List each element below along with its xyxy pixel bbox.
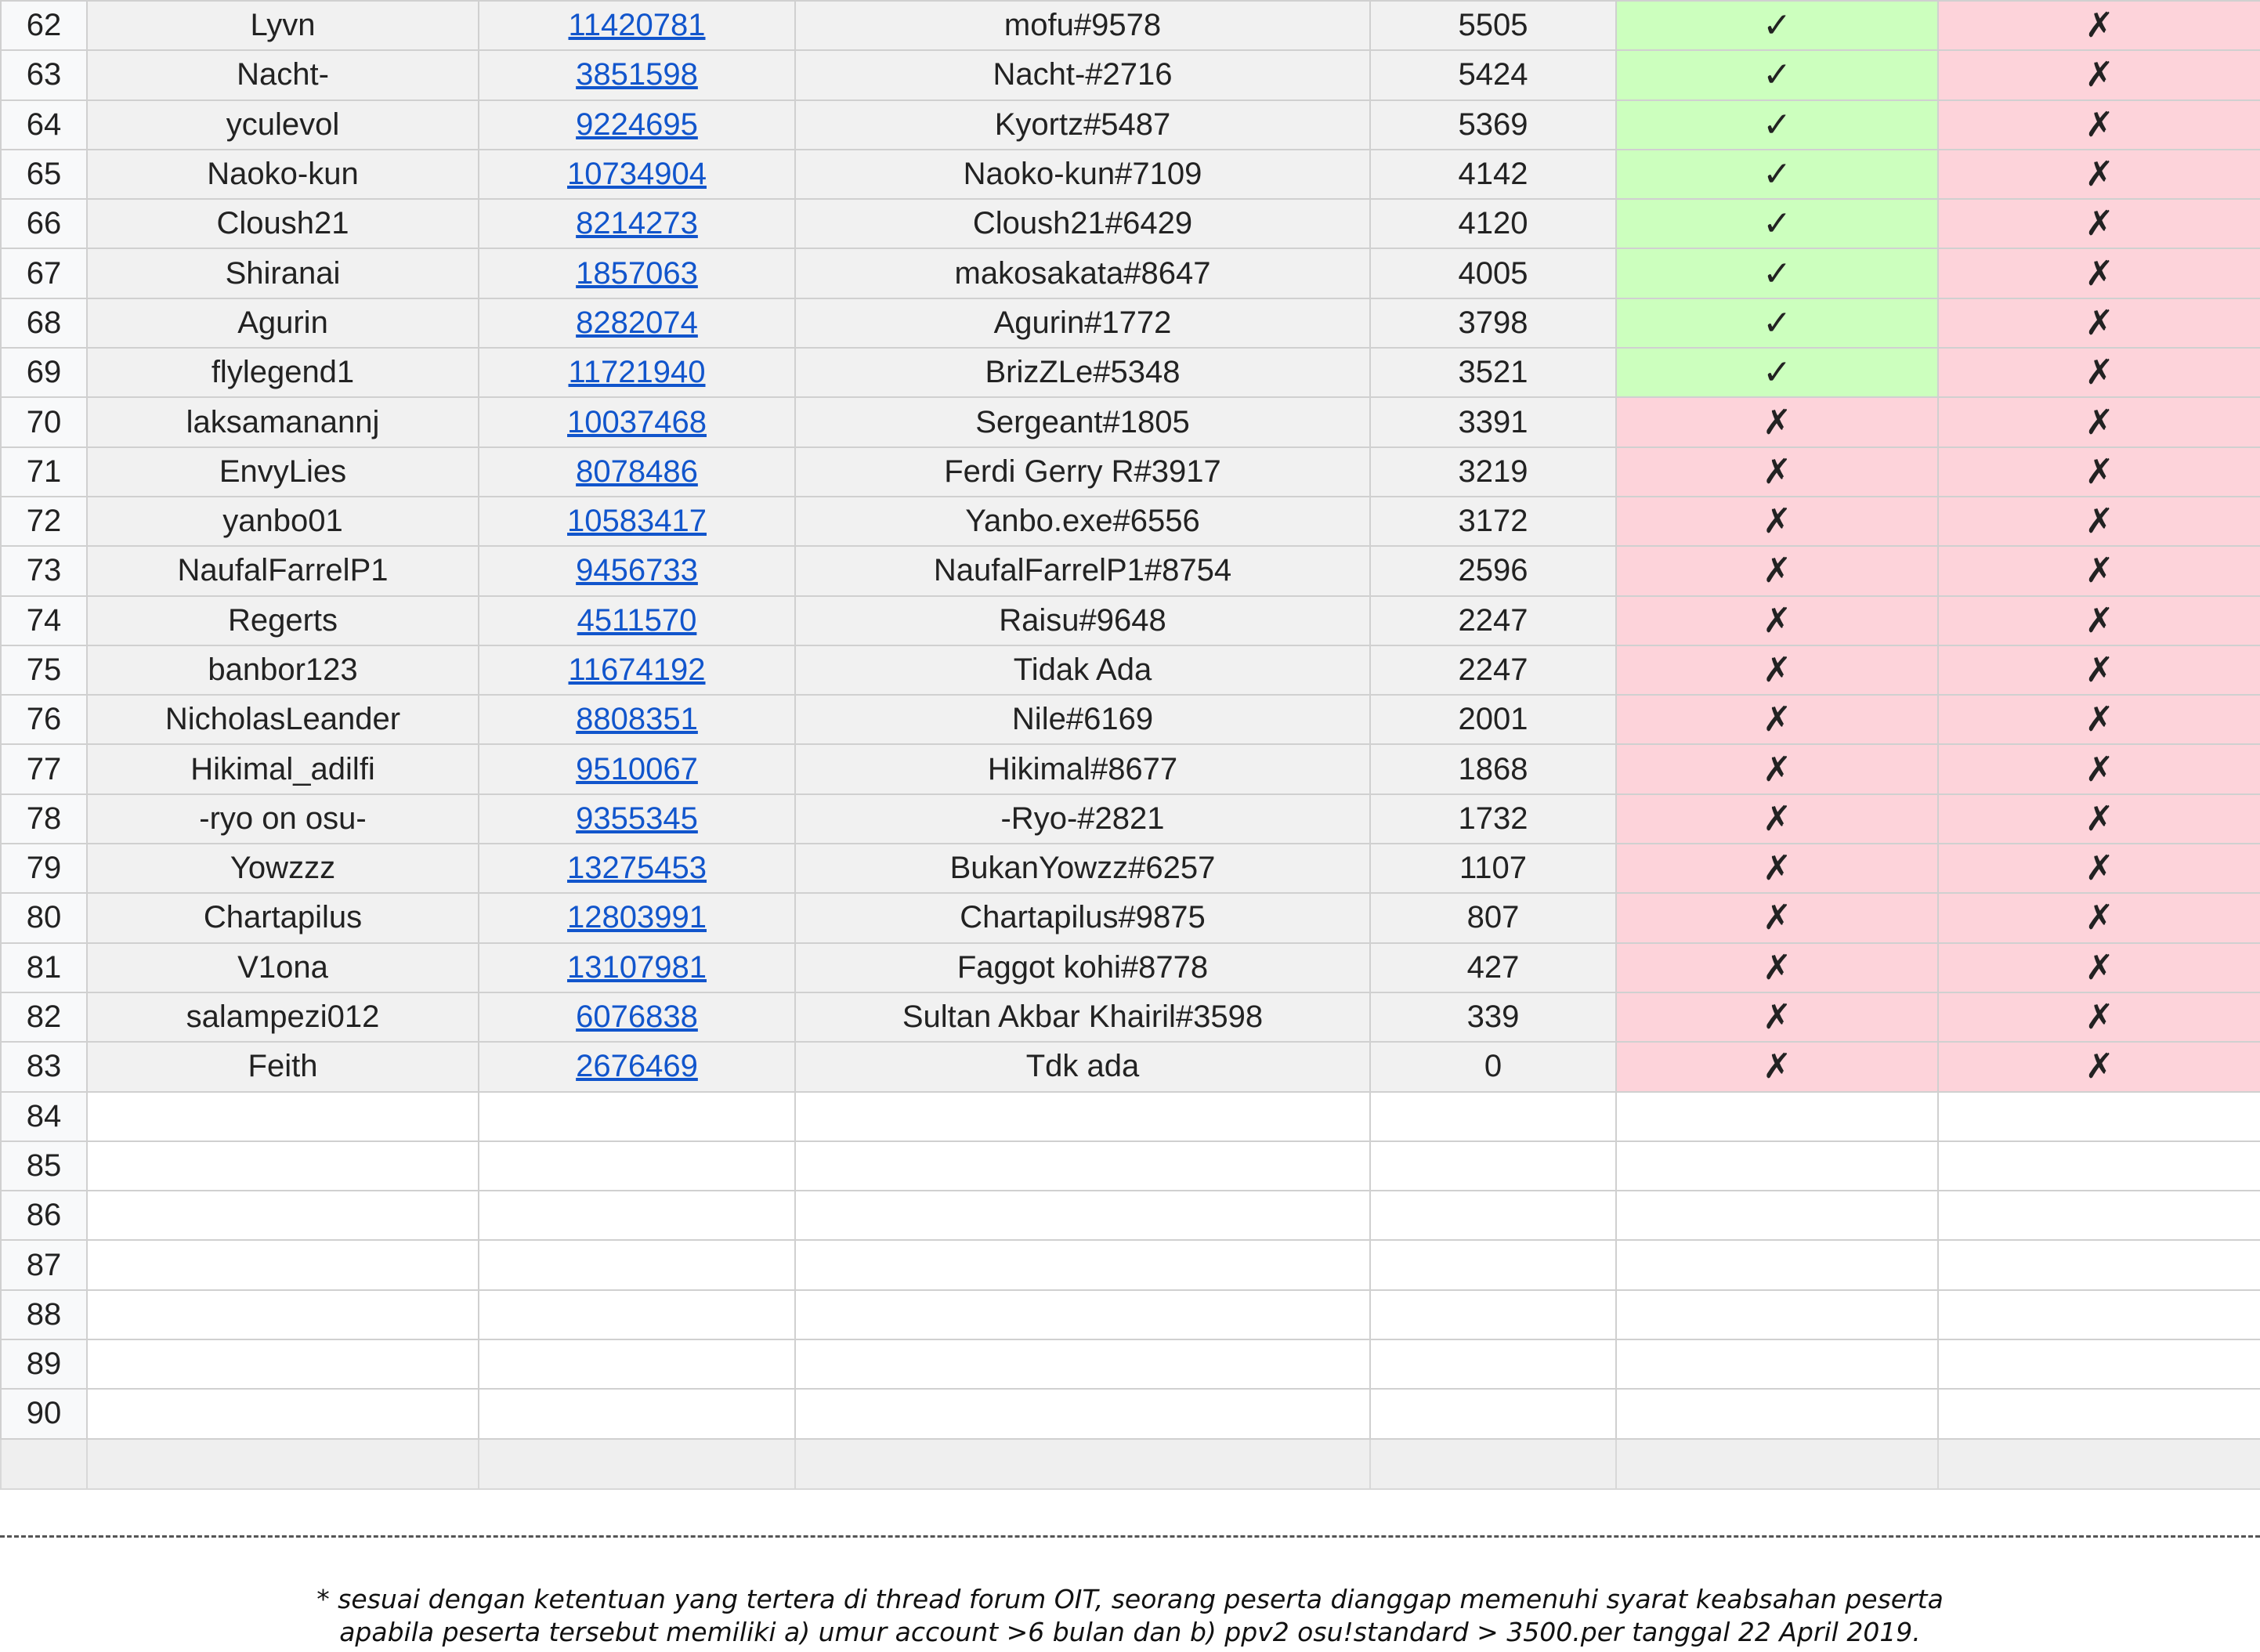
cross-mark[interactable]: ✗	[1616, 794, 1938, 844]
osu-id-cell[interactable]	[479, 794, 795, 844]
footnote	[0, 1535, 2260, 1649]
discord-cell[interactable]: Naoko-kun#7109	[795, 150, 1370, 199]
empty-cell[interactable]	[1616, 1240, 1938, 1289]
empty-cell[interactable]	[87, 1240, 479, 1289]
check-mark[interactable]: ✓	[1616, 199, 1938, 248]
osu-id-cell[interactable]	[479, 199, 795, 248]
osu-id-link[interactable]: 8808351	[576, 702, 698, 737]
bottom-bar-cell	[1370, 1439, 1616, 1489]
empty-cell[interactable]	[87, 1092, 479, 1141]
row-number[interactable]: 65	[1, 150, 87, 199]
table-row	[1, 1, 2260, 50]
discord-cell[interactable]: Ferdi Gerry R#3917	[795, 447, 1370, 497]
empty-cell[interactable]	[1370, 1141, 1616, 1191]
table-row	[1, 1042, 2260, 1091]
empty-cell[interactable]	[87, 1389, 479, 1438]
table-row	[1, 893, 2260, 942]
bottom-bar-cell	[1616, 1439, 1938, 1489]
username-cell[interactable]: salampezi012	[87, 992, 479, 1042]
table-row	[1, 596, 2260, 645]
cross-mark[interactable]: ✗	[1938, 695, 2260, 744]
table-row	[1, 100, 2260, 150]
table-row-empty	[1, 1339, 2260, 1389]
row-number[interactable]: 74	[1, 596, 87, 645]
row-number[interactable]: 89	[1, 1339, 87, 1389]
osu-id-link[interactable]: 9224695	[576, 107, 698, 142]
username-cell[interactable]: EnvyLies	[87, 447, 479, 497]
osu-id-link[interactable]: 11420781	[568, 8, 706, 43]
pp-cell[interactable]: 2247	[1370, 645, 1616, 695]
osu-id-cell[interactable]	[479, 248, 795, 298]
pp-cell[interactable]: 0	[1370, 1042, 1616, 1091]
cross-mark[interactable]: ✗	[1938, 1042, 2260, 1091]
username-cell[interactable]: Yowzzz	[87, 844, 479, 893]
table-row-empty	[1, 1141, 2260, 1191]
username-cell[interactable]: Naoko-kun	[87, 150, 479, 199]
table-row	[1, 199, 2260, 248]
empty-cell[interactable]	[1616, 1389, 1938, 1438]
empty-cell[interactable]	[1938, 1389, 2260, 1438]
osu-id-link[interactable]: 9456733	[576, 553, 698, 588]
empty-cell[interactable]	[1370, 1191, 1616, 1240]
discord-cell[interactable]: Faggot kohi#8778	[795, 943, 1370, 992]
osu-id-cell[interactable]	[479, 348, 795, 397]
row-number[interactable]: 67	[1, 248, 87, 298]
discord-cell[interactable]: mofu#9578	[795, 1, 1370, 50]
row-number[interactable]: 88	[1, 1290, 87, 1339]
discord-cell[interactable]: Cloush21#6429	[795, 199, 1370, 248]
osu-id-cell[interactable]	[479, 546, 795, 595]
empty-cell[interactable]	[795, 1290, 1370, 1339]
bottom-bar-cell	[1938, 1439, 2260, 1489]
username-cell[interactable]: Hikimal_adilfi	[87, 744, 479, 793]
cross-mark[interactable]: ✗	[1616, 943, 1938, 992]
empty-cell[interactable]	[87, 1339, 479, 1389]
row-number[interactable]: 63	[1, 50, 87, 99]
empty-cell[interactable]	[795, 1339, 1370, 1389]
pp-cell[interactable]: 3219	[1370, 447, 1616, 497]
table-row	[1, 546, 2260, 595]
osu-id-cell[interactable]	[479, 844, 795, 893]
table-body	[1, 1, 2260, 1489]
empty-cell[interactable]	[1616, 1092, 1938, 1141]
row-number[interactable]: 86	[1, 1191, 87, 1240]
cross-mark[interactable]: ✗	[1938, 844, 2260, 893]
discord-cell[interactable]: Sergeant#1805	[795, 397, 1370, 446]
osu-id-link[interactable]: 9355345	[576, 801, 698, 836]
row-number[interactable]: 78	[1, 794, 87, 844]
username-cell[interactable]: yanbo01	[87, 497, 479, 546]
empty-cell[interactable]	[87, 1191, 479, 1240]
pp-cell[interactable]: 427	[1370, 943, 1616, 992]
table-row	[1, 150, 2260, 199]
row-number[interactable]: 90	[1, 1389, 87, 1438]
table-row	[1, 248, 2260, 298]
row-number[interactable]: 72	[1, 497, 87, 546]
username-cell[interactable]: Regerts	[87, 596, 479, 645]
osu-id-link[interactable]: 8282074	[576, 305, 698, 340]
row-number[interactable]: 70	[1, 397, 87, 446]
table-row-empty	[1, 1191, 2260, 1240]
cross-mark[interactable]: ✗	[1938, 298, 2260, 348]
table-row	[1, 447, 2260, 497]
table-row-empty	[1, 1290, 2260, 1339]
username-cell[interactable]: flylegend1	[87, 348, 479, 397]
table-row	[1, 744, 2260, 793]
osu-id-link[interactable]: 6076838	[576, 1000, 698, 1035]
cross-mark[interactable]: ✗	[1938, 744, 2260, 793]
footnote-line-2: apabila peserta tersebut memiliki a) umur account >6 bulan dan b) ppv2 osu!standard > 3500.per tanggal 22 April 2019.	[339, 1617, 1921, 1647]
check-mark[interactable]: ✓	[1616, 248, 1938, 298]
cross-mark[interactable]: ✗	[1938, 893, 2260, 942]
cross-mark[interactable]: ✗	[1616, 893, 1938, 942]
table-row	[1, 50, 2260, 99]
empty-cell[interactable]	[1616, 1141, 1938, 1191]
empty-cell[interactable]	[795, 1141, 1370, 1191]
empty-cell[interactable]	[87, 1141, 479, 1191]
pp-cell[interactable]: 2596	[1370, 546, 1616, 595]
username-cell[interactable]: NicholasLeander	[87, 695, 479, 744]
username-cell[interactable]: Cloush21	[87, 199, 479, 248]
check-mark[interactable]: ✓	[1616, 1, 1938, 50]
pp-cell[interactable]: 2247	[1370, 596, 1616, 645]
table-row	[1, 943, 2260, 992]
username-cell[interactable]: laksamanannj	[87, 397, 479, 446]
cross-mark[interactable]: ✗	[1938, 794, 2260, 844]
cross-mark[interactable]: ✗	[1938, 596, 2260, 645]
cross-mark[interactable]: ✗	[1616, 596, 1938, 645]
pp-cell[interactable]: 807	[1370, 893, 1616, 942]
empty-cell[interactable]	[87, 1290, 479, 1339]
cross-mark[interactable]: ✗	[1616, 695, 1938, 744]
osu-id-cell[interactable]	[479, 150, 795, 199]
empty-cell[interactable]	[1370, 1339, 1616, 1389]
table-row	[1, 645, 2260, 695]
osu-id-cell[interactable]	[479, 992, 795, 1042]
osu-id-link[interactable]: 13107981	[567, 949, 707, 985]
osu-id-link[interactable]: 8078486	[576, 454, 698, 489]
row-number[interactable]: 80	[1, 893, 87, 942]
row-number[interactable]: 82	[1, 992, 87, 1042]
discord-cell[interactable]: Raisu#9648	[795, 596, 1370, 645]
row-number[interactable]: 84	[1, 1092, 87, 1141]
username-cell[interactable]: Feith	[87, 1042, 479, 1091]
discord-cell[interactable]: BukanYowzz#6257	[795, 844, 1370, 893]
pp-cell[interactable]: 1107	[1370, 844, 1616, 893]
cross-mark[interactable]: ✗	[1938, 497, 2260, 546]
cross-mark[interactable]: ✗	[1938, 100, 2260, 150]
check-mark[interactable]: ✓	[1616, 50, 1938, 99]
empty-cell[interactable]	[479, 1290, 795, 1339]
osu-id-cell[interactable]	[479, 695, 795, 744]
username-cell[interactable]: Chartapilus	[87, 893, 479, 942]
row-number[interactable]: 87	[1, 1240, 87, 1289]
osu-id-cell[interactable]	[479, 893, 795, 942]
check-mark[interactable]: ✓	[1616, 298, 1938, 348]
row-number[interactable]: 73	[1, 546, 87, 595]
osu-id-cell[interactable]	[479, 744, 795, 793]
pp-cell[interactable]: 3521	[1370, 348, 1616, 397]
cross-mark[interactable]: ✗	[1938, 199, 2260, 248]
table-row	[1, 992, 2260, 1042]
username-cell[interactable]: -ryo on osu-	[87, 794, 479, 844]
cross-mark[interactable]: ✗	[1616, 645, 1938, 695]
cross-mark[interactable]: ✗	[1616, 447, 1938, 497]
check-mark[interactable]: ✓	[1616, 348, 1938, 397]
pp-cell[interactable]: 5505	[1370, 1, 1616, 50]
cross-mark[interactable]: ✗	[1938, 348, 2260, 397]
username-cell[interactable]: Nacht-	[87, 50, 479, 99]
sheet-bottom-bar	[1, 1439, 2260, 1489]
check-mark[interactable]: ✓	[1616, 100, 1938, 150]
discord-cell[interactable]: Kyortz#5487	[795, 100, 1370, 150]
osu-id-link[interactable]: 10734904	[567, 157, 707, 192]
empty-cell[interactable]	[1938, 1092, 2260, 1141]
empty-cell[interactable]	[795, 1092, 1370, 1141]
discord-cell[interactable]: makosakata#8647	[795, 248, 1370, 298]
cross-mark[interactable]: ✗	[1616, 497, 1938, 546]
empty-cell[interactable]	[1616, 1290, 1938, 1339]
cross-mark[interactable]: ✗	[1938, 150, 2260, 199]
empty-cell[interactable]	[1616, 1339, 1938, 1389]
osu-id-link[interactable]: 10037468	[567, 404, 707, 439]
discord-cell[interactable]: Nacht-#2716	[795, 50, 1370, 99]
cross-mark[interactable]: ✗	[1938, 943, 2260, 992]
cross-mark[interactable]: ✗	[1616, 844, 1938, 893]
username-cell[interactable]: V1ona	[87, 943, 479, 992]
pp-cell[interactable]: 3391	[1370, 397, 1616, 446]
osu-id-cell[interactable]	[479, 497, 795, 546]
pp-cell[interactable]: 4142	[1370, 150, 1616, 199]
osu-id-cell[interactable]	[479, 50, 795, 99]
row-number[interactable]: 64	[1, 100, 87, 150]
osu-id-link[interactable]: 10583417	[567, 504, 707, 539]
osu-id-link[interactable]: 11721940	[568, 355, 706, 390]
row-number[interactable]: 71	[1, 447, 87, 497]
cross-mark[interactable]: ✗	[1938, 397, 2260, 446]
empty-cell[interactable]	[479, 1339, 795, 1389]
cross-mark[interactable]: ✗	[1938, 447, 2260, 497]
pp-cell[interactable]: 5369	[1370, 100, 1616, 150]
cross-mark[interactable]: ✗	[1616, 744, 1938, 793]
discord-cell[interactable]: Tidak Ada	[795, 645, 1370, 695]
empty-cell[interactable]	[479, 1191, 795, 1240]
row-number[interactable]: 81	[1, 943, 87, 992]
discord-cell[interactable]: Nile#6169	[795, 695, 1370, 744]
empty-cell[interactable]	[1938, 1339, 2260, 1389]
row-number[interactable]: 77	[1, 744, 87, 793]
footnote-line-1: * sesuai dengan ketentuan yang tertera di thread forum OIT, seorang peserta dianggap memenuhi syarat keabsahan peserta	[316, 1584, 1944, 1614]
empty-cell[interactable]	[479, 1240, 795, 1289]
empty-cell[interactable]	[1938, 1290, 2260, 1339]
osu-id-link[interactable]: 4511570	[577, 602, 697, 638]
row-number[interactable]: 69	[1, 348, 87, 397]
osu-id-cell[interactable]	[479, 943, 795, 992]
discord-cell[interactable]: Sultan Akbar Khairil#3598	[795, 992, 1370, 1042]
pp-cell[interactable]: 4120	[1370, 199, 1616, 248]
table-row	[1, 844, 2260, 893]
osu-id-cell[interactable]	[479, 645, 795, 695]
osu-id-cell[interactable]	[479, 447, 795, 497]
username-cell[interactable]: NaufalFarrelP1	[87, 546, 479, 595]
bottom-bar-cell	[1, 1439, 87, 1489]
username-cell[interactable]: banbor123	[87, 645, 479, 695]
row-number[interactable]: 75	[1, 645, 87, 695]
empty-cell[interactable]	[479, 1092, 795, 1141]
cross-mark[interactable]: ✗	[1938, 50, 2260, 99]
empty-cell[interactable]	[479, 1389, 795, 1438]
bottom-bar-cell	[795, 1439, 1370, 1489]
pp-cell[interactable]: 3798	[1370, 298, 1616, 348]
pp-cell[interactable]: 5424	[1370, 50, 1616, 99]
cross-mark[interactable]: ✗	[1938, 546, 2260, 595]
osu-id-link[interactable]: 3851598	[576, 57, 698, 92]
osu-id-link[interactable]: 2676469	[576, 1049, 698, 1084]
osu-id-cell[interactable]	[479, 1042, 795, 1091]
pp-cell[interactable]: 4005	[1370, 248, 1616, 298]
empty-cell[interactable]	[1370, 1240, 1616, 1289]
discord-cell[interactable]: Tdk ada	[795, 1042, 1370, 1091]
username-cell[interactable]: yculevol	[87, 100, 479, 150]
pp-cell[interactable]: 1732	[1370, 794, 1616, 844]
row-number[interactable]: 83	[1, 1042, 87, 1091]
discord-cell[interactable]: Hikimal#8677	[795, 744, 1370, 793]
osu-id-link[interactable]: 12803991	[567, 900, 707, 935]
cross-mark[interactable]: ✗	[1616, 546, 1938, 595]
discord-cell[interactable]: BrizZLe#5348	[795, 348, 1370, 397]
row-number[interactable]: 68	[1, 298, 87, 348]
empty-cell[interactable]	[1370, 1389, 1616, 1438]
bottom-bar-cell	[479, 1439, 795, 1489]
cross-mark[interactable]: ✗	[1938, 645, 2260, 695]
table-row-empty	[1, 1092, 2260, 1141]
empty-cell[interactable]	[795, 1240, 1370, 1289]
table-row	[1, 397, 2260, 446]
discord-cell[interactable]: -Ryo-#2821	[795, 794, 1370, 844]
pp-cell[interactable]: 2001	[1370, 695, 1616, 744]
table-row-empty	[1, 1240, 2260, 1289]
check-mark[interactable]: ✓	[1616, 150, 1938, 199]
discord-cell[interactable]: Yanbo.exe#6556	[795, 497, 1370, 546]
empty-cell[interactable]	[1938, 1240, 2260, 1289]
discord-cell[interactable]: NaufalFarrelP1#8754	[795, 546, 1370, 595]
empty-cell[interactable]	[1370, 1290, 1616, 1339]
cross-mark[interactable]: ✗	[1938, 1, 2260, 50]
cross-mark[interactable]: ✗	[1616, 1042, 1938, 1091]
cross-mark[interactable]: ✗	[1616, 397, 1938, 446]
username-cell[interactable]: Lyvn	[87, 1, 479, 50]
osu-id-cell[interactable]	[479, 397, 795, 446]
table-row-empty	[1, 1389, 2260, 1438]
osu-id-cell[interactable]	[479, 596, 795, 645]
username-cell[interactable]: Shiranai	[87, 248, 479, 298]
osu-id-cell[interactable]	[479, 1, 795, 50]
table-row	[1, 497, 2260, 546]
empty-cell[interactable]	[795, 1389, 1370, 1438]
table-row	[1, 695, 2260, 744]
bottom-bar-cell	[87, 1439, 479, 1489]
empty-cell[interactable]	[479, 1141, 795, 1191]
pp-cell[interactable]: 339	[1370, 992, 1616, 1042]
osu-id-link[interactable]: 9510067	[576, 751, 698, 786]
osu-id-link[interactable]: 1857063	[576, 255, 698, 291]
empty-cell[interactable]	[1938, 1191, 2260, 1240]
username-cell[interactable]: Agurin	[87, 298, 479, 348]
discord-cell[interactable]: Chartapilus#9875	[795, 893, 1370, 942]
cross-mark[interactable]: ✗	[1938, 248, 2260, 298]
empty-cell[interactable]	[795, 1191, 1370, 1240]
osu-id-link[interactable]: 13275453	[567, 851, 707, 886]
table-row	[1, 794, 2260, 844]
osu-id-cell[interactable]	[479, 298, 795, 348]
row-number[interactable]: 62	[1, 1, 87, 50]
row-number[interactable]: 85	[1, 1141, 87, 1191]
table-row	[1, 298, 2260, 348]
row-number[interactable]: 76	[1, 695, 87, 744]
osu-id-cell[interactable]	[479, 100, 795, 150]
row-number[interactable]: 66	[1, 199, 87, 248]
cross-mark[interactable]: ✗	[1616, 992, 1938, 1042]
pp-cell[interactable]: 3172	[1370, 497, 1616, 546]
osu-id-link[interactable]: 8214273	[576, 206, 698, 241]
discord-cell[interactable]: Agurin#1772	[795, 298, 1370, 348]
osu-id-link[interactable]: 11674192	[568, 652, 706, 687]
empty-cell[interactable]	[1938, 1141, 2260, 1191]
pp-cell[interactable]: 1868	[1370, 744, 1616, 793]
row-number[interactable]: 79	[1, 844, 87, 893]
empty-cell[interactable]	[1370, 1092, 1616, 1141]
cross-mark[interactable]: ✗	[1938, 992, 2260, 1042]
empty-cell[interactable]	[1616, 1191, 1938, 1240]
table-row	[1, 348, 2260, 397]
